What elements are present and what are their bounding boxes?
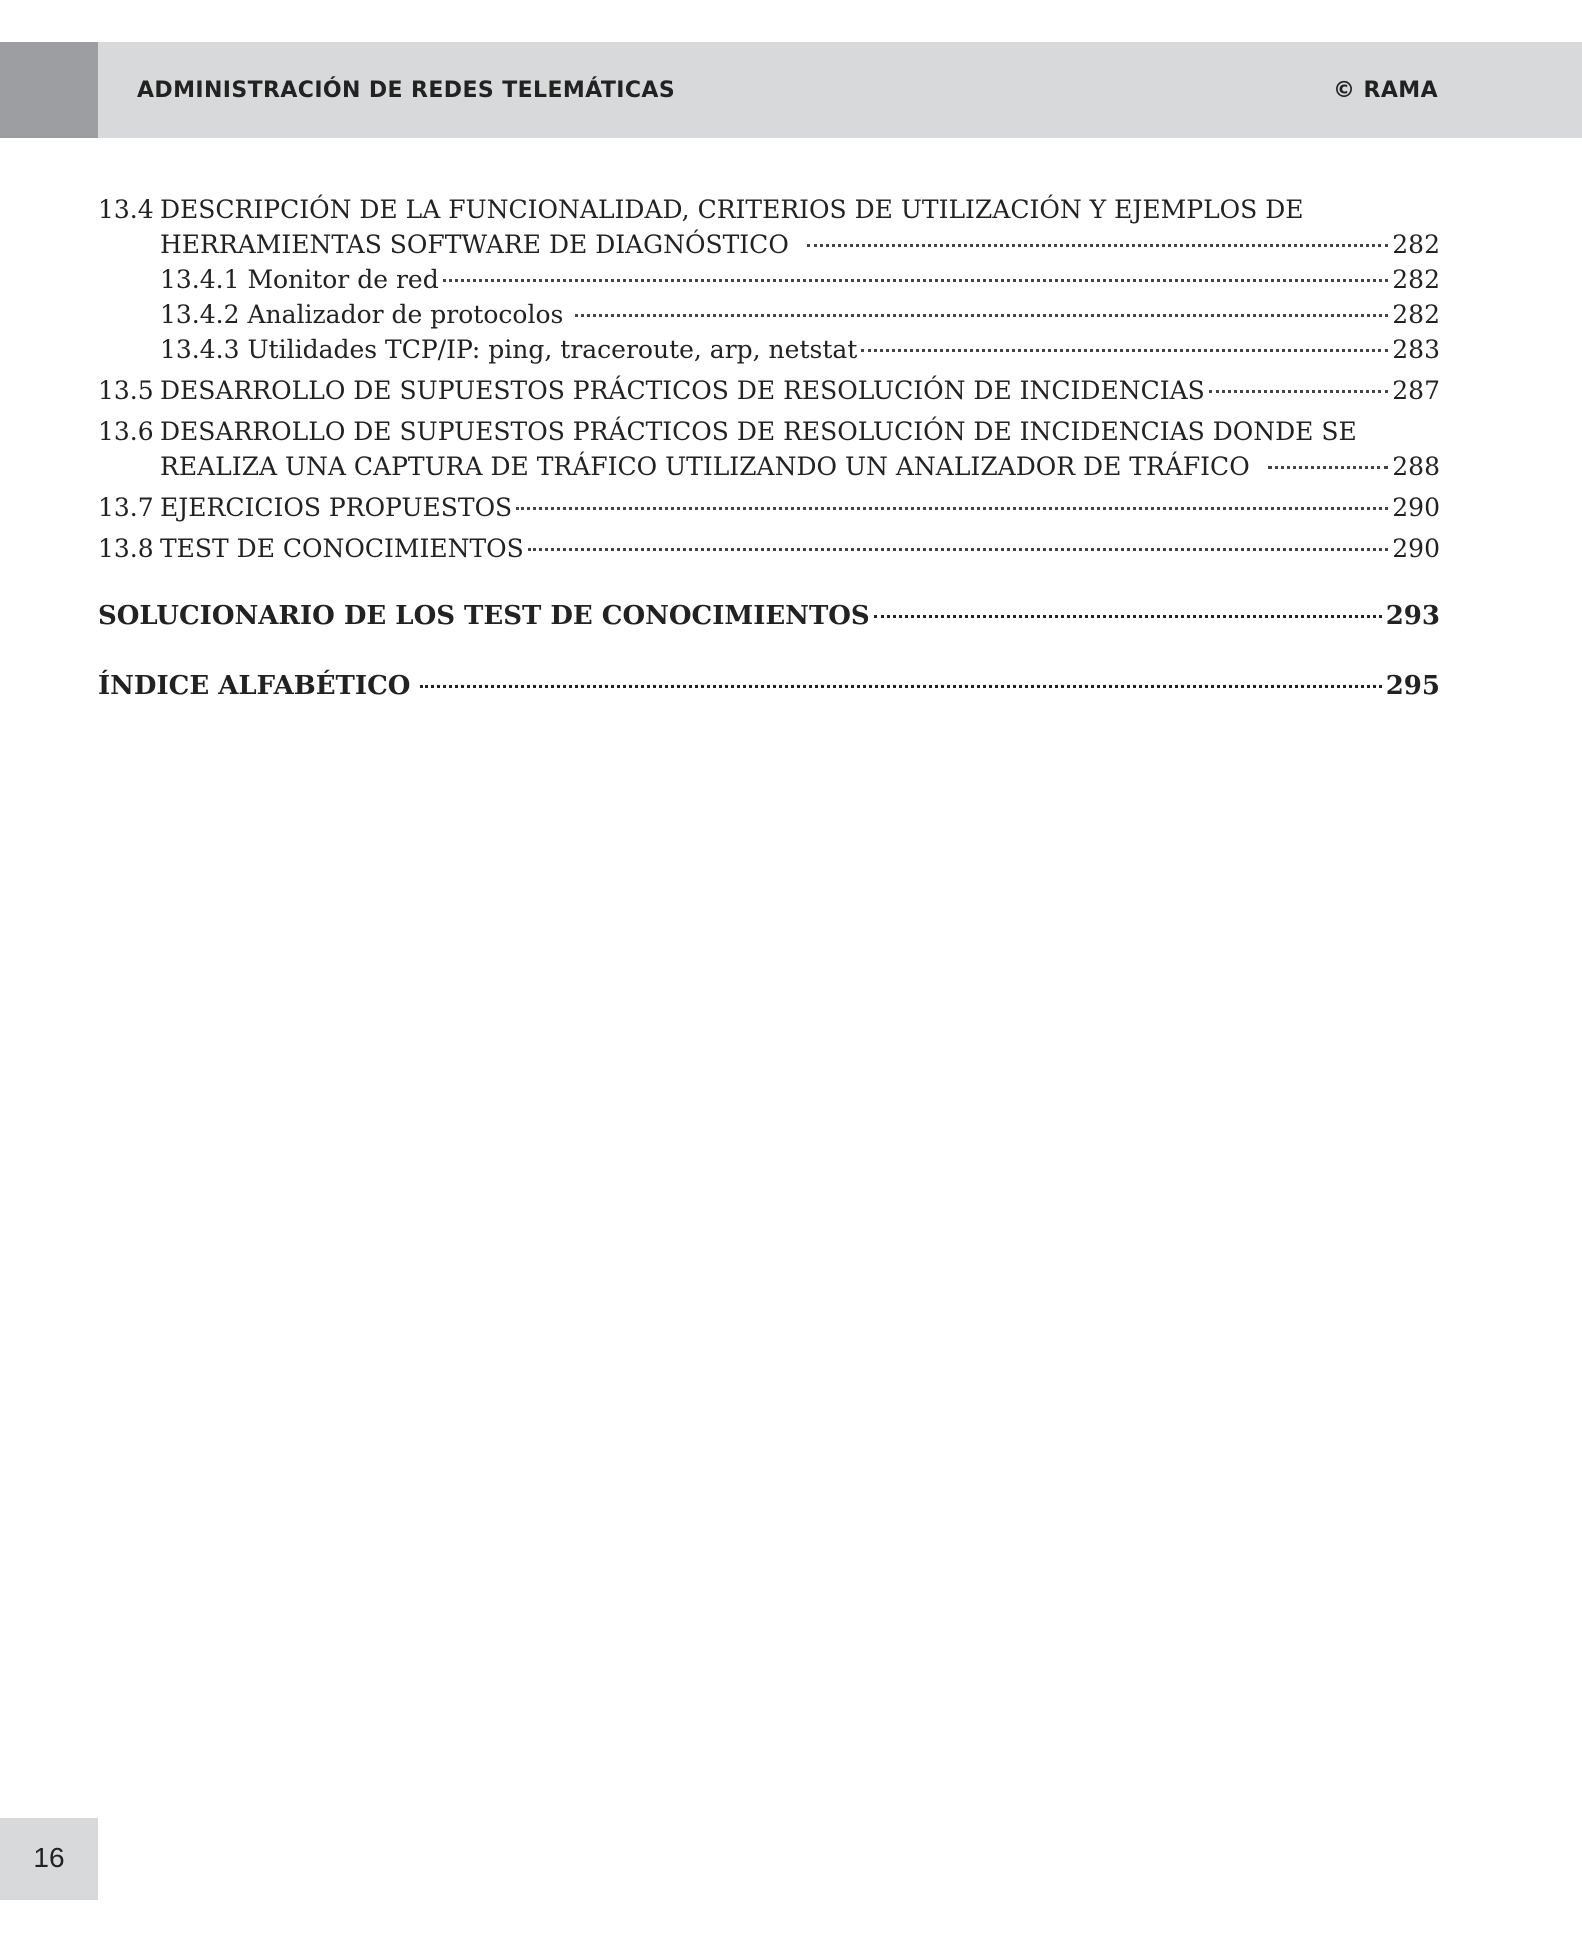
toc-entry-13-4-line1 xyxy=(98,192,1440,227)
toc-entry-indice-alfabetico[interactable] xyxy=(98,668,1440,704)
toc-entry-text: DESARROLLO DE SUPUESTOS PRÁCTICOS DE RESOLUCIÓN DE INCIDENCIAS xyxy=(160,376,1205,405)
running-header xyxy=(0,42,1582,138)
publisher-mark: © RAMA xyxy=(1333,78,1438,103)
toc-page-number: 283 xyxy=(1392,335,1440,364)
toc-entry-number: 13.7 xyxy=(98,493,154,522)
toc-entry-text: DESCRIPCIÓN DE LA FUNCIONALIDAD, CRITERIOS DE UTILIZACIÓN Y EJEMPLOS DE xyxy=(160,195,1304,224)
toc-page-number: 290 xyxy=(1392,534,1440,563)
toc-entry-text: ÍNDICE ALFABÉTICO xyxy=(98,671,411,701)
toc-entry-number: 13.4 xyxy=(98,195,154,224)
book-title: ADMINISTRACIÓN DE REDES TELEMÁTICAS xyxy=(137,78,676,103)
toc-entry-text: SOLUCIONARIO DE LOS TEST DE CONOCIMIENTOS xyxy=(98,601,870,631)
toc-subentry-text: 13.4.3 Utilidades TCP/IP: ping, traceroute, arp, netstat xyxy=(160,335,858,364)
toc-subentry-text: 13.4.2 Analizador de protocolos xyxy=(160,300,564,329)
toc-page-number: 282 xyxy=(1392,265,1440,294)
toc-subentry-13-4-3[interactable] xyxy=(98,332,1440,367)
toc-page-number: 287 xyxy=(1392,376,1440,405)
dot-leader xyxy=(420,685,1381,688)
toc-entry-text: REALIZA UNA CAPTURA DE TRÁFICO UTILIZANDO UN ANALIZADOR DE TRÁFICO xyxy=(160,452,1250,481)
toc-entry-text: DESARROLLO DE SUPUESTOS PRÁCTICOS DE RESOLUCIÓN DE INCIDENCIAS DONDE SE xyxy=(160,417,1357,446)
toc-entry-13-5[interactable] xyxy=(98,373,1440,408)
toc-entry-13-7[interactable] xyxy=(98,490,1440,525)
toc-page-number: 293 xyxy=(1385,601,1440,631)
toc-entry-number: 13.8 xyxy=(98,534,154,563)
dot-leader xyxy=(1268,466,1389,469)
header-accent-block xyxy=(0,42,98,138)
toc-page-number: 282 xyxy=(1392,300,1440,329)
toc-entry-text: HERRAMIENTAS SOFTWARE DE DIAGNÓSTICO xyxy=(160,230,789,259)
dot-leader xyxy=(874,615,1382,618)
table-of-contents xyxy=(98,192,1440,704)
toc-entry-13-4-line2[interactable] xyxy=(98,227,1440,262)
page-number: 16 xyxy=(33,1842,65,1873)
dot-leader xyxy=(807,244,1388,247)
dot-leader xyxy=(516,507,1388,510)
toc-page-number: 288 xyxy=(1392,452,1440,481)
toc-entry-text: EJERCICIOS PROPUESTOS xyxy=(160,493,513,522)
toc-entry-solucionario[interactable] xyxy=(98,598,1440,634)
dot-leader xyxy=(443,279,1389,282)
toc-page-number: 295 xyxy=(1385,671,1440,701)
toc-subentry-13-4-2[interactable] xyxy=(98,297,1440,332)
toc-entry-number: 13.6 xyxy=(98,417,154,446)
toc-entry-13-8[interactable] xyxy=(98,531,1440,566)
toc-entry-13-6-line2[interactable] xyxy=(98,449,1440,484)
toc-entry-text: TEST DE CONOCIMIENTOS xyxy=(160,534,524,563)
toc-page-number: 282 xyxy=(1392,230,1440,259)
dot-leader xyxy=(575,314,1388,317)
toc-entry-number: 13.5 xyxy=(98,376,154,405)
page-footer xyxy=(0,1818,98,1900)
dot-leader xyxy=(1209,390,1389,393)
toc-subentry-text: 13.4.1 Monitor de red xyxy=(160,265,439,294)
toc-page-number: 290 xyxy=(1392,493,1440,522)
toc-entry-13-6-line1 xyxy=(98,414,1440,449)
toc-subentry-13-4-1[interactable] xyxy=(98,262,1440,297)
dot-leader xyxy=(528,548,1388,551)
dot-leader xyxy=(861,349,1388,352)
